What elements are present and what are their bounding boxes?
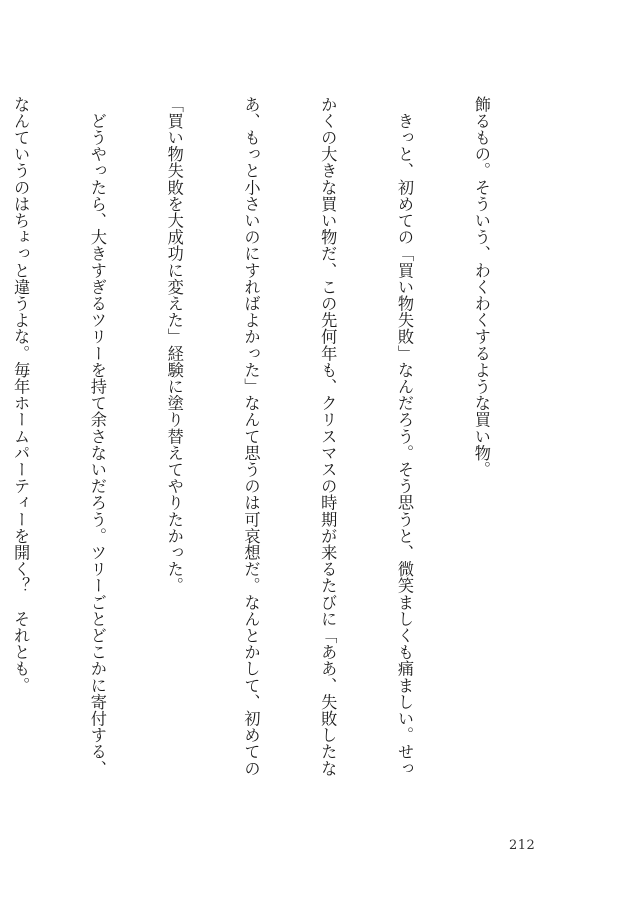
text-line: なんていうのはちょっと違うよな。毎年ホームパーティーを開く？ それとも。 bbox=[11, 96, 31, 694]
page-number: 212 bbox=[509, 838, 536, 853]
text-line: 「買い物失敗を大成功に変えた」経験に塗り替えてやりたかった。 bbox=[164, 96, 184, 594]
text-line: きっと、初めての「買い物失敗」なんだろう。そう思うと、微笑ましくも痛ましい。せっ bbox=[395, 96, 415, 777]
vertical-text-body bbox=[0, 96, 545, 811]
text-line: あ、もっと小さいのにすればよかった」なんて思うのは可哀想だ。なんとかして、初めての bbox=[241, 96, 261, 777]
text-line: かくの大きな買い物だ、この先何年も、クリスマスの時期が来るたびに「ああ、失敗したな bbox=[318, 96, 338, 777]
text-line: どうやったら、大きすぎるツリーを持て余さないだろう。ツリーごとどこかに寄付する、 bbox=[87, 96, 107, 777]
text-line: 飾るもの。そういう、わくわくするような買い物。 bbox=[471, 96, 491, 478]
